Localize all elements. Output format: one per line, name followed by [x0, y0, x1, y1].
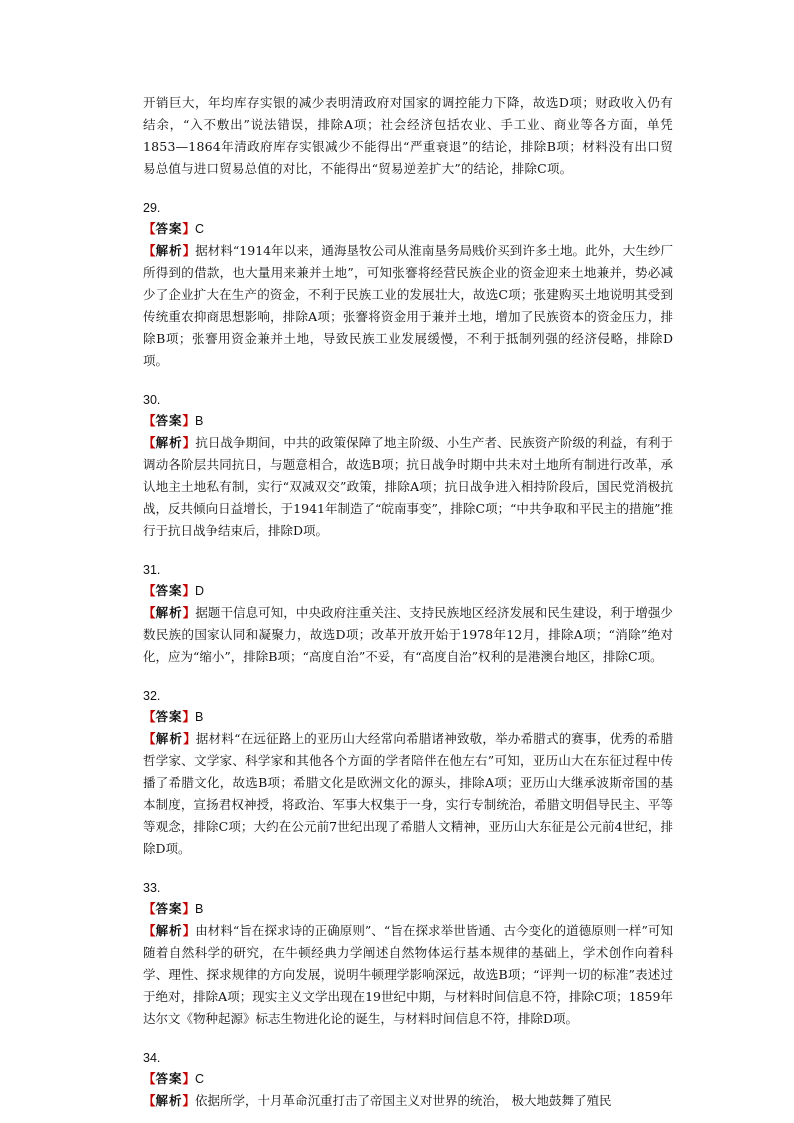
analysis-text: 抗日战争期间，中共的政策保障了地主阶级、小生产者、民族资产阶级的利益，有利于调动各阶层共同抗日，与题意相合，故选B项；抗日战争时期中共未对土地所有制进行改革，承认地主土地私有制，实行“双减双交”政策，排除A项；抗日战争进入相持阶段后，国民党消极抗战，反共倾向日益增长，于1941年制造了“皖南事变”，排除C项；“中共争取和平民主的措施”推行于抗日战争结束后，排除D项。: [143, 435, 673, 538]
analysis-label: 解析: [155, 435, 183, 450]
answer-label: 答案: [155, 583, 183, 598]
answer-label: 答案: [155, 709, 183, 724]
question-30: [143, 390, 673, 542]
answer-value: D: [195, 584, 205, 598]
analysis-text: 由材料“旨在探求诗的正确原则”、“旨在探求举世皆通、古今变化的道德原则一样”可知随着自然科学的研究，在牛顿经典力学阐述自然物体运行基本规律的基础上，学术创作向着科学、理性、探求规律的方向发展，说明牛顿理学影响深远，故选B项；“评判一切的标准”表述过于绝对，排除A项；现实主义文学出现在19世纪中期，与材料时间信息不符，排除C项；1859年达尔文《物种起源》标志生物进化论的诞生，与材料时间信息不符，排除D项。: [143, 923, 673, 1026]
analysis-label: 解析: [155, 731, 184, 746]
analysis-text: 据题干信息可知，中央政府注重关注、支持民族地区经济发展和民生建设，利于增强少数民族的国家认同和凝聚力，故选D项；改革开放开始于1978年12月，排除A项；“消除”绝对化，应为“缩小”，排除B项；“高度自治”不妥，有“高度自治”权利的是港澳台地区，排除C项。: [143, 605, 673, 664]
answer-label: 答案: [155, 413, 183, 428]
intro-paragraph: 开销巨大，年均库存实银的减少表明清政府对国家的调控能力下降，故选D项；财政收入仍有结余，“入不敷出”说法错误，排除A项；社会经济包括农业、手工业、商业等各方面，单凭1853—1864年清政府库存实银减少不能得出“严重衰退”的结论，排除B项；材料没有出口贸易总值与进口贸易总值的对比，不能得出“贸易逆差扩大”的结论，排除C项。: [143, 95, 673, 176]
answer-value: C: [195, 1072, 205, 1086]
analysis-row: 【解析】抗日战争期间，中共的政策保障了地主阶级、小生产者、民族资产阶级的利益，有利于调动各阶层共同抗日，与题意相合，故选B项；抗日战争时期中共未对土地所有制进行改革，承认地主土地私有制，实行“双减双交”政策，排除A项；抗日战争进入相持阶段后，国民党消极抗战，反共倾向日益增长，于1941年制造了“皖南事变”，排除C项；“中共争取和平民主的措施”推行于抗日战争结束后，排除D项。: [143, 435, 673, 538]
answer-row: 【答案】C: [143, 1071, 205, 1086]
question-31: [143, 560, 673, 668]
analysis-label: 解析: [155, 923, 183, 938]
analysis-text: 据材料“在远征路上的亚历山大经常向希腊诸神致敬，举办希腊式的赛事，优秀的希腊哲学家、文学家、科学家和其他各个方面的学者陪伴在他左右”可知，亚历山大在东征过程中传播了希腊文化，故选B项；希腊文化是欧洲文化的源头，排除A项；亚历山大继承波斯帝国的基本制度，宣扬君权神授，将政治、军事大权集于一身，实行专制统治，希腊文明倡导民主、平等等观念，排除C项；大约在公元前7世纪出现了希腊人文精神，亚历山大东征是公元前4世纪，排除D项。: [143, 731, 673, 856]
analysis-label: 解析: [155, 243, 183, 258]
question-number: 32.: [143, 689, 161, 703]
question-34: [143, 1048, 673, 1112]
analysis-text: 依据所学，十月革命沉重打击了帝国主义对世界的统治， 极大地鼓舞了殖民: [195, 1093, 612, 1108]
answer-value: B: [195, 710, 204, 724]
analysis-label: 解析: [155, 1093, 183, 1108]
analysis-text: 据材料“1914年以来，通海垦牧公司从淮南垦务局贱价买到许多土地。此外，大生纱厂所得到的借款，也大量用来兼并土地”，可知张謇将经营民族企业的资金迎来土地兼并，势必减少了企业扩大在生产的资金，不利于民族工业的发展壮大，故选C项；张建购买土地说明其受到传统重农抑商思想影响，排除A项；张謇将资金用于兼并土地，增加了民族资本的资金压力，排除B项；张謇用资金兼并土地，导致民族工业发展缓慢，不利于抵制列强的经济侵略，排除D项。: [143, 243, 673, 368]
answer-row: 【答案】B: [143, 901, 204, 916]
question-32: [143, 686, 673, 860]
analysis-row: 【解析】依据所学，十月革命沉重打击了帝国主义对世界的统治， 极大地鼓舞了殖民: [143, 1093, 612, 1108]
answer-row: 【答案】B: [143, 413, 204, 428]
answer-row: 【答案】B: [143, 709, 204, 724]
analysis-row: 【解析】据题干信息可知，中央政府注重关注、支持民族地区经济发展和民生建设，利于增强少数民族的国家认同和凝聚力，故选D项；改革开放开始于1978年12月，排除A项；“消除”绝对化，应为“缩小”，排除B项；“高度自治”不妥，有“高度自治”权利的是港澳台地区，排除C项。: [143, 605, 673, 664]
answer-row: 【答案】D: [143, 583, 205, 598]
answer-label: 答案: [155, 901, 183, 916]
answer-value: B: [195, 414, 204, 428]
question-number: 33.: [143, 881, 161, 895]
question-29: [143, 198, 673, 372]
analysis-row: 【解析】据材料“在远征路上的亚历山大经常向希腊诸神致敬，举办希腊式的赛事，优秀的希腊哲学家、文学家、科学家和其他各个方面的学者陪伴在他左右”可知，亚历山大在东征过程中传播了希腊文化，故选B项；希腊文化是欧洲文化的源头，排除A项；亚历山大继承波斯帝国的基本制度，宣扬君权神授，将政治、军事大权集于一身，实行专制统治，希腊文明倡导民主、平等等观念，排除C项；大约在公元前7世纪出现了希腊人文精神，亚历山大东征是公元前4世纪，排除D项。: [143, 731, 673, 856]
answer-value: B: [195, 902, 204, 916]
analysis-row: 【解析】由材料“旨在探求诗的正确原则”、“旨在探求举世皆通、古今变化的道德原则一样”可知随着自然科学的研究，在牛顿经典力学阐述自然物体运行基本规律的基础上，学术创作向着科学、理性、探求规律的方向发展，说明牛顿理学影响深远，故选B项；“评判一切的标准”表述过于绝对，排除A项；现实主义文学出现在19世纪中期，与材料时间信息不符，排除C项；1859年达尔文《物种起源》标志生物进化论的诞生，与材料时间信息不符，排除D项。: [143, 923, 673, 1026]
question-33: [143, 878, 673, 1030]
answer-value: C: [195, 222, 205, 236]
answer-row: 【答案】C: [143, 221, 205, 236]
answer-label: 答案: [155, 221, 183, 236]
question-number: 29.: [143, 201, 161, 215]
question-number: 30.: [143, 393, 161, 407]
question-number: 34.: [143, 1051, 161, 1065]
analysis-label: 解析: [155, 605, 183, 620]
analysis-row: 【解析】据材料“1914年以来，通海垦牧公司从淮南垦务局贱价买到许多土地。此外，大生纱厂所得到的借款，也大量用来兼并土地”，可知张謇将经营民族企业的资金迎来土地兼并，势必减少了企业扩大在生产的资金，不利于民族工业的发展壮大，故选C项；张建购买土地说明其受到传统重农抑商思想影响，排除A项；张謇将资金用于兼并土地，增加了民族资本的资金压力，排除B项；张謇用资金兼并土地，导致民族工业发展缓慢，不利于抵制列强的经济侵略，排除D项。: [143, 243, 673, 368]
document-page: [143, 92, 673, 1112]
answer-label: 答案: [155, 1071, 183, 1086]
question-number: 31.: [143, 563, 161, 577]
